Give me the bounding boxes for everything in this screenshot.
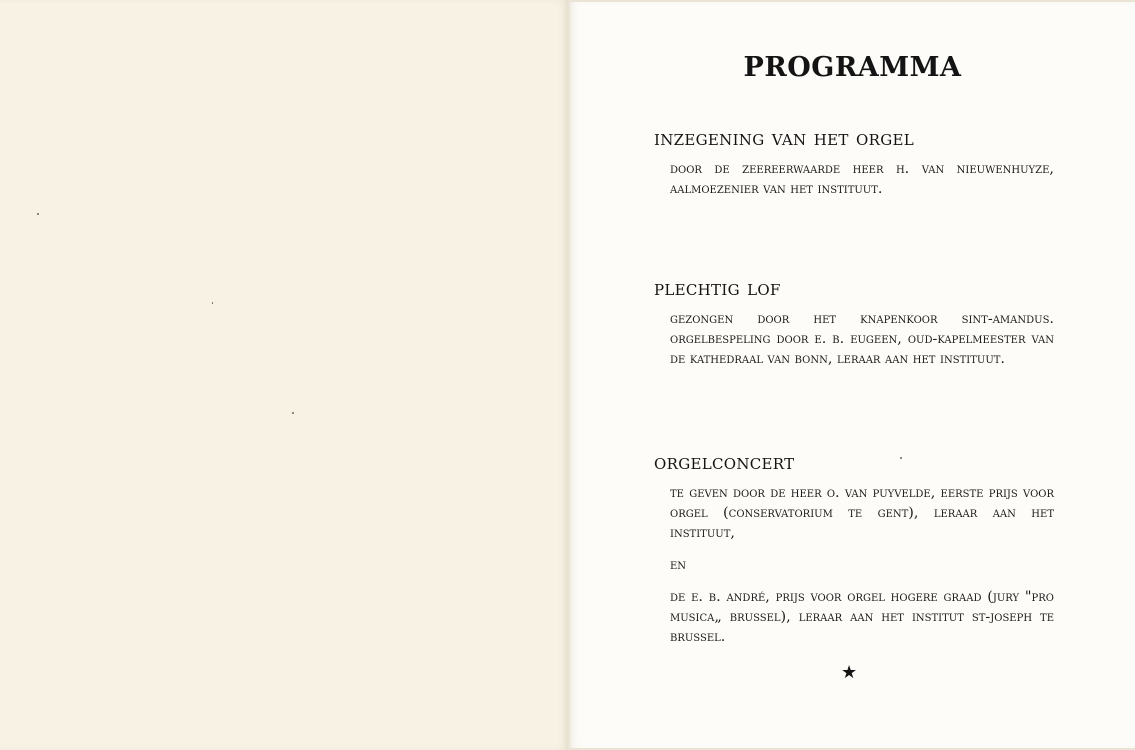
section-paragraph: te geven door de heer o. van puyvelde, eerste prijs voor orgel (conservatorium te gent), leraar aan het instituut,	[670, 485, 1054, 541]
section-paragraph: gezongen door het knapenkoor sint-amandus. orgelbespeling door e. b. eugeen, oud-kapelmeester van de kathedraal van bonn, leraar aan het instituut.	[670, 311, 1054, 367]
program-page	[570, 2, 1135, 748]
section-inzegening	[654, 126, 1054, 199]
paper-speck	[900, 457, 902, 459]
section-heading: plechtig lof	[654, 276, 781, 301]
paper-speck	[37, 213, 39, 215]
section-orgelconcert	[654, 450, 1054, 647]
section-paragraph: en	[670, 557, 687, 573]
paper-speck	[212, 302, 213, 304]
section-heading: orgelconcert	[654, 450, 795, 475]
section-plechtig-lof	[654, 276, 1054, 369]
page-title: PROGRAMMA	[743, 52, 962, 83]
section-paragraph: de e. b. andré, prijs voor orgel hogere graad (jury "pro musica„ brussel), leraar aan het institut st-joseph te brussel.	[670, 589, 1054, 645]
section-heading: inzegening van het orgel	[654, 126, 914, 151]
paper-speck	[292, 412, 294, 414]
star-ornament: ★	[841, 662, 858, 683]
section-paragraph: door de zeereerwaarde heer h. van nieuwenhuyze, aalmoezenier van het instituut.	[670, 161, 1054, 197]
